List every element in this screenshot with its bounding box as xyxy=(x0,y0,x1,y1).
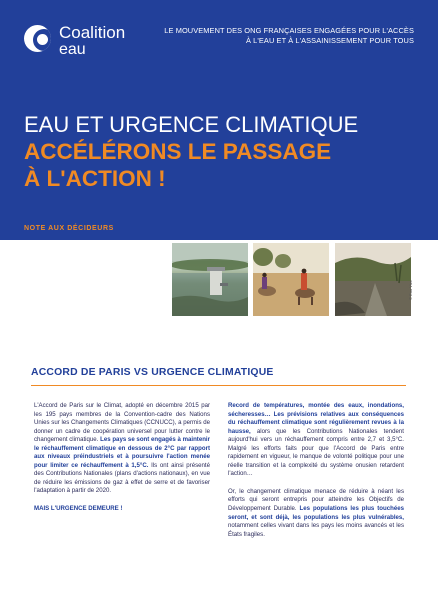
header-banner xyxy=(0,0,438,240)
document-type-label: NOTE AUX DÉCIDEURS xyxy=(24,225,114,232)
paragraph xyxy=(228,402,404,479)
text-run: alors que les Contributions Nationales tendent aujourd'hui vers un réchauffement compris entre 2,7 et 3,5°C. Malgré les efforts faits pour que l'Accord de Paris entre rapidement en vigueur, le manque de volonté politique pour une réelle transition et la complexité du système onusien retardent l'action… xyxy=(228,427,404,478)
text-run: notamment celles vivant dans les pays les moins avancés et les États fragiles. xyxy=(228,522,404,538)
callout-urgence: MAIS L'URGENCE DEMEURE ! xyxy=(34,505,123,513)
document-title xyxy=(24,112,419,192)
highlighted-text: Record de températures, montée des eaux, inondations, sécheresses… Les prévisions relatives aux conséquences du réchauffement climatique sont régulièrement revues à la hausse, xyxy=(228,402,404,435)
section-title: ACCORD DE PARIS VS URGENCE CLIMATIQUE xyxy=(31,367,406,386)
text-run: Ils ont ainsi présenté des Contributions Nationales (plans d'actions nationaux), en vue de réduire les émissions de gaz à effet de serre et de favoriser l'adaptation à partir de 2020. xyxy=(34,461,211,495)
title-line-2: ACCÉLÉRONS LE PASSAGE xyxy=(24,139,332,164)
text-run: Or, le changement climatique menace de réduire à néant les efforts qui seront entrepris pour atteindre les Objectifs de Développement Durable. xyxy=(228,487,404,513)
right-column xyxy=(228,402,404,548)
header-tagline: LE MOUVEMENT DES ONG FRANÇAISES ENGAGÉES POUR L'ACCÈS À L'EAU ET À L'ASSAINISSEMENT POUR TOUS xyxy=(164,26,414,45)
photo-dry-landscape xyxy=(335,243,411,316)
logo-mark-icon xyxy=(24,25,51,52)
photo-credit: © Eau Vive xyxy=(408,280,413,300)
highlighted-text: Les pays se sont engagés à maintenir le réchauffement climatique en dessous de 2°C par rapport aux niveaux préindustriels et à poursuivre l'action menée pour limiter ce réchauffement à 1,5°C. xyxy=(34,436,210,469)
photo-donkey-carts xyxy=(253,243,329,316)
logo-name: Coalition xyxy=(59,23,126,42)
highlighted-text: Les populations les plus touchées seront, et sont déjà, les populations les plus vulnérables, xyxy=(228,505,404,521)
left-column xyxy=(34,402,210,523)
title-line-3: À L'ACTION ! xyxy=(24,166,166,191)
title-line-1: EAU ET URGENCE CLIMATIQUE xyxy=(24,112,359,137)
coalition-eau-logo xyxy=(24,22,144,62)
paragraph xyxy=(34,402,210,496)
paragraph xyxy=(228,488,404,539)
logo-subname: eau xyxy=(59,41,86,58)
text-run: L'Accord de Paris sur le Climat, adopté en décembre 2015 par les 195 pays membres de la Convention-cadre des Nations Unies sur les Changements Climatiques (CCNUCC), a permis de donner un cadre de coopération universel pour lutter contre le changement climatique. xyxy=(34,402,210,444)
photo-flooded-pump xyxy=(172,243,248,316)
